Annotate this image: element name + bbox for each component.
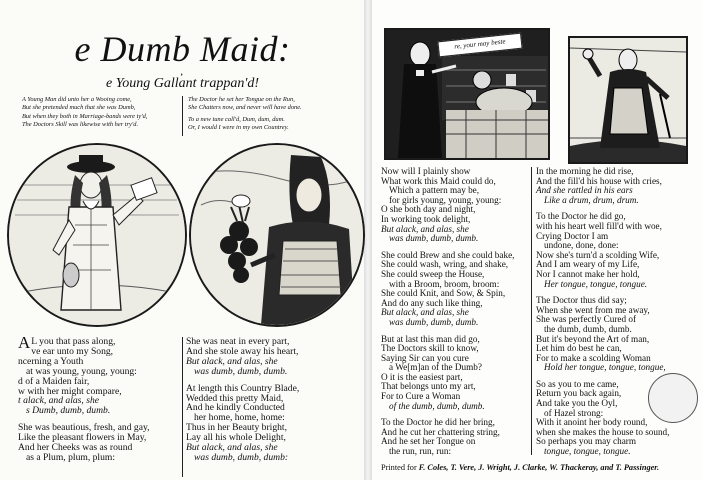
imprint xyxy=(381,463,659,472)
verse-line: the dumb, dumb, dumb. xyxy=(544,323,632,334)
verse-line: as a Plum, plum, plum: xyxy=(26,451,116,463)
verse-line: of Hazel strong: xyxy=(544,407,604,418)
drop-cap: A xyxy=(18,333,31,352)
verse-line: Return you back again, xyxy=(536,388,622,399)
verse-line: To the Doctor he did her bring, xyxy=(381,417,495,428)
verse-line: And he cut her chattering string, xyxy=(381,426,500,437)
verse-line: So as you to me came, xyxy=(536,378,619,389)
verse-line: Lay all his whole Delight, xyxy=(186,432,286,444)
verse-line: But it's beyond the Art of man, xyxy=(536,333,650,344)
verse-line: w with her might compare, xyxy=(18,385,122,397)
verse-line: Now she's turn'd a scolding Wife, xyxy=(536,249,660,260)
maid-illustration xyxy=(191,145,363,325)
verse-line: the run, run, run: xyxy=(389,446,452,457)
verse-line: when she makes the house to sound, xyxy=(536,426,670,437)
page-gutter xyxy=(364,0,372,480)
verse-line: She could Knit, and Sow, & Spin, xyxy=(381,288,506,299)
intro-line: To a new tune call'd, Dum, dum, dum. xyxy=(188,115,285,123)
verse-line: But alack, and alas, she xyxy=(381,223,469,234)
verse-line: And take you the Oyl, xyxy=(536,398,618,409)
verse-line: In working took delight, xyxy=(381,213,471,224)
intro-line: Or, I would I were in my own Countrey. xyxy=(188,124,289,132)
verse-line: That belongs unto my art, xyxy=(381,381,476,392)
woodcut-banner: re, your may beste xyxy=(437,33,522,58)
intro-line: The Doctor he set her Tongue on the Run, xyxy=(188,96,295,103)
young-man-illustration xyxy=(9,145,185,325)
verse-line: Saying Sir can you cure xyxy=(381,352,469,363)
verse-line: She was beautious, fresh, and gay, xyxy=(18,422,150,434)
verse-line: ncerning a Youth xyxy=(18,355,84,367)
verse-line: Thus in her Beauty bright, xyxy=(186,422,287,434)
verse-line: For to Cure a Woman xyxy=(381,391,461,402)
verse-line: But alack, and alas, she xyxy=(381,307,469,318)
imprint-printers: F. Coles, T. Vere, J. Wright, J. Clarke, W. Thackeray, and T. Passinger. xyxy=(418,463,660,472)
verse-line: And she rattled in his ears xyxy=(536,185,633,196)
verse-line: And he kindly Conducted xyxy=(186,402,285,414)
verse-line: She was perfectly Cured of xyxy=(536,314,637,325)
verse-line: To the Doctor he did go, xyxy=(536,211,626,222)
verse-line: When she went from me away, xyxy=(536,304,650,315)
verse-line: But alack, and alas, she xyxy=(186,355,278,367)
verse-line: Now will I plainly show xyxy=(381,166,471,176)
verse-line: With it anoint her body round, xyxy=(536,417,648,428)
verse-line: And do any such like thing, xyxy=(381,297,483,308)
woodcut-young-man xyxy=(7,143,187,327)
ballad-title: e Dumb Maid: xyxy=(74,29,291,69)
verse-line: was dumb, dumb, dumb. xyxy=(194,365,288,377)
verse-line: The Doctors skill to know, xyxy=(381,343,479,354)
woodcut-maid xyxy=(189,143,365,327)
verse-line: For to make a scolding Woman xyxy=(536,352,651,363)
wife-illustration xyxy=(570,38,686,162)
verse-line: undone, done, done: xyxy=(544,240,619,251)
stanza-6 xyxy=(381,251,531,328)
verse-line: In the morning he did rise, xyxy=(536,166,634,176)
verse-line: was dumb, dumb, dumb: xyxy=(194,451,289,463)
verse-line: What work this Maid could do, xyxy=(381,175,496,186)
intro-line: But she pretended much that she was Dumb, xyxy=(22,104,136,112)
stanza-7 xyxy=(381,335,531,412)
verse-line: She was neat in every part, xyxy=(186,336,290,347)
verse-line: a We[m]an of the Dumb? xyxy=(389,362,482,373)
intro-line: The Doctors Skill was likewise with her try'd. xyxy=(22,121,139,129)
library-stamp xyxy=(648,373,698,423)
stanza-4 xyxy=(186,384,358,463)
intro-divider xyxy=(182,96,183,136)
title-or: , xyxy=(181,68,184,77)
verse-line: But at last this man did go, xyxy=(381,333,480,344)
stanza-8 xyxy=(381,418,531,456)
verse-line: O it is the easiest part, xyxy=(381,371,463,382)
column-divider xyxy=(531,167,532,455)
verse-line: her home, home, home: xyxy=(194,412,285,424)
intro-line: A Young Man did unto her a Wooing come, xyxy=(22,96,132,103)
verse-line: was dumb, dumb, dumb. xyxy=(389,316,479,327)
verse-line: She could wash, wring, and shake, xyxy=(381,259,509,270)
verse-line: Her tongue, tongue, tongue. xyxy=(544,278,648,289)
verse-line: And she stole away his heart, xyxy=(186,345,299,357)
verse-line: But alack, and alas, she xyxy=(186,442,278,454)
verse-line: Nor I cannot make her hold, xyxy=(536,268,640,279)
verse-line: with a Broom, broom, broom: xyxy=(389,278,500,289)
verse-line: s Dumb, dumb, dumb. xyxy=(26,405,111,417)
intro-line: She Chatters now, and never will have done. xyxy=(188,104,302,112)
verse-line: At length this Country Blade, xyxy=(186,382,300,394)
verse-line: was dumb, dumb, dumb. xyxy=(389,233,479,244)
verse-line: O she both day and night, xyxy=(381,204,476,215)
column-divider xyxy=(182,337,183,477)
woodcut-wife xyxy=(568,36,688,164)
stanza-2 xyxy=(18,423,180,463)
verse-line: tongue, tongue, tongue. xyxy=(544,446,631,457)
verse-line: The Doctor thus did say; xyxy=(536,295,627,306)
verse-line: for girls young, young, young: xyxy=(389,194,502,205)
verse-line: Wedded this pretty Maid, xyxy=(186,392,284,404)
verse-line: Like a drum, drum, drum. xyxy=(544,194,639,205)
stanza-11 xyxy=(536,296,696,373)
verse-line: ve ear unto my Song, xyxy=(31,345,114,357)
verse-line: Like the pleasant flowers in May, xyxy=(18,432,147,444)
verse-line: at was young, young, young: xyxy=(26,365,137,377)
verse-line: d of a Maiden fair, xyxy=(18,375,90,387)
stanza-5 xyxy=(381,167,531,244)
intro-line: But when they both in Marriage-bands were ty'd, xyxy=(22,112,148,120)
imprint-prefix: Printed for xyxy=(381,463,417,472)
verse-line: Crying Doctor I am xyxy=(536,230,609,241)
verse-line: of the dumb, dumb, dumb. xyxy=(389,400,485,411)
intro-left xyxy=(22,96,172,130)
verse-text: L you that pass along, xyxy=(31,336,116,347)
stanza-1 xyxy=(18,333,180,417)
verse-line: Let him do best he can, xyxy=(536,343,622,354)
verse-line: So perhaps you may charm xyxy=(536,436,637,447)
verse-line: And he set her Tongue on xyxy=(381,436,476,447)
verse-line: She could sweep the House, xyxy=(381,268,485,279)
verse-line: Which a pattern may be, xyxy=(389,185,480,196)
stanza-10 xyxy=(536,212,696,289)
verse-line: And the fill'd his house with cries, xyxy=(536,175,662,186)
verse-line: And her Cheeks was as round xyxy=(18,442,133,454)
intro-right xyxy=(188,96,348,133)
verse-column-2 xyxy=(186,337,358,470)
verse-line: And I am weary of my Life, xyxy=(536,259,640,270)
verse-line: t alack, and alas, she xyxy=(18,395,100,407)
verse-column-3 xyxy=(381,167,531,464)
verse-line: Hold her tongue, tongue, tongue, xyxy=(544,362,666,373)
verse-line: She could Brew and she could bake, xyxy=(381,249,515,260)
stanza-3 xyxy=(186,337,358,377)
verse-column-1 xyxy=(18,333,180,470)
verse-line: with his heart well fill'd with woe, xyxy=(536,220,662,231)
stanza-9 xyxy=(536,167,696,205)
ballad-subtitle: e Young Gallant trappan'd! xyxy=(106,76,259,91)
